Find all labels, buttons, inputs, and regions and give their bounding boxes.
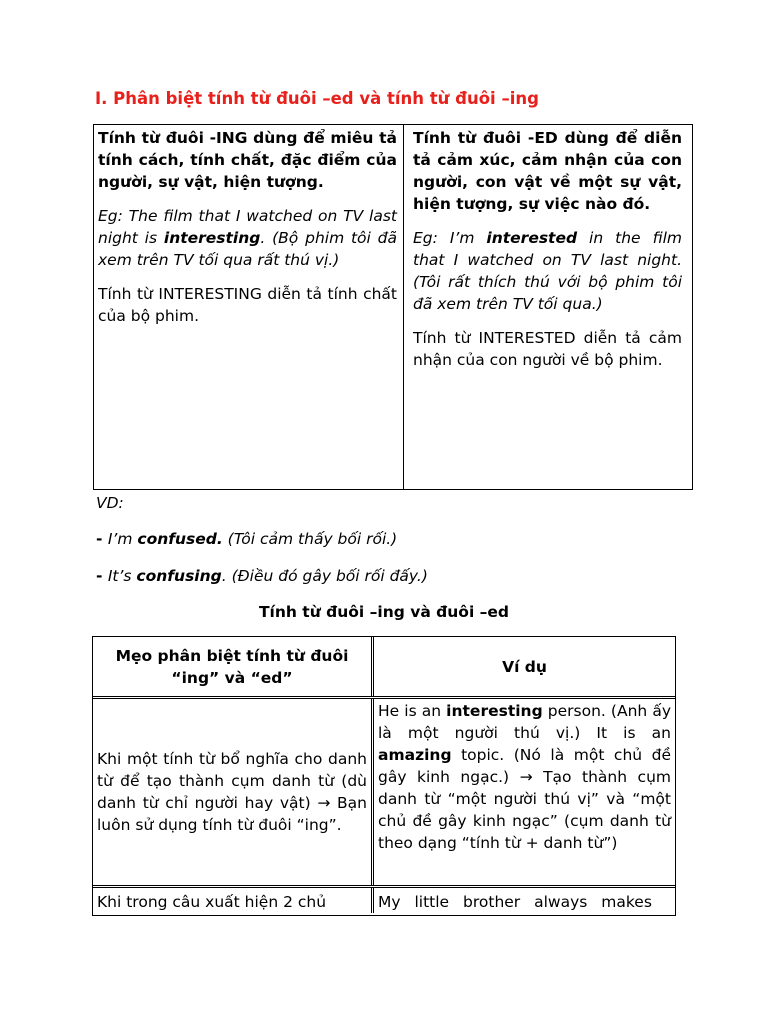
- header-tip: Mẹo phân biệt tính từ đuôi “ing” và “ed”: [93, 637, 374, 696]
- ing-rule: Tính từ đuôi -ING dùng để miêu tả tính cách, tính chất, đặc điểm của người, sự vật, hiện tượng.: [98, 129, 397, 191]
- ed-keyword: interested: [486, 229, 578, 247]
- ed-note: Tính từ INTERESTED diễn tả cảm nhận của con người về bộ phim.: [413, 329, 682, 369]
- ing-keyword: interesting: [163, 229, 261, 247]
- ed-rule: Tính từ đuôi -ED dùng để diễn tả cảm xúc, cảm nhận của con người, con vật về một sự vật, hiện tượng, sự việc nào đó.: [413, 129, 682, 213]
- example-line: - It’s confusing. (Điều đó gây bối rối đấy.): [96, 567, 428, 585]
- table-row: [93, 888, 675, 913]
- vd-label: VD:: [96, 494, 124, 512]
- section-heading: I. Phân biệt tính từ đuôi –ed và tính từ đuôi –ing: [95, 89, 539, 108]
- ing-example: Eg: The film that I watched on TV last night is interesting. (Bộ phim tôi đã xem trên TV tối qua rất thú vị.): [98, 207, 397, 269]
- example-cell: My little brother always makes: [378, 893, 652, 911]
- example-keyword: confused.: [137, 530, 223, 548]
- example-keyword: confusing: [136, 567, 222, 585]
- header-example: Ví dụ: [502, 657, 547, 676]
- tip-cell: Khi một tính từ bổ nghĩa cho danh từ để tạo thành cụm danh từ (dù danh từ chỉ người hay vật) → Bạn luôn sử dụng tính từ đuôi “ing”.: [93, 699, 374, 885]
- table-header-row: [93, 637, 675, 699]
- tips-table: [92, 636, 676, 916]
- example-cell: He is an interesting person. (Anh ấy là một người thú vị.) It is an amazing topic. (Nó là một chủ đề gây kinh ngạc.) → Tạo thành cụm danh từ “một người thú vị” và “một chủ đề gây kinh ngạc” (cụm danh từ theo dạng “tính từ + danh từ”): [378, 702, 671, 852]
- table-title: Tính từ đuôi –ing và đuôi –ed: [258, 603, 510, 621]
- comparison-table: [93, 124, 693, 490]
- tip-cell: Khi trong câu xuất hiện 2 chủ: [93, 888, 374, 913]
- example-line: - I’m confused. (Tôi cảm thấy bối rối.): [96, 530, 398, 548]
- table-row: [93, 699, 675, 888]
- ed-example: Eg: I’m interested in the film that I watched on TV last night. (Tôi rất thích thú với bộ phim tôi đã xem trên TV tối qua.): [413, 229, 682, 313]
- ing-column: [94, 125, 404, 489]
- ed-column: [404, 125, 692, 489]
- ing-note: Tính từ INTERESTING diễn tả tính chất của bộ phim.: [98, 285, 397, 325]
